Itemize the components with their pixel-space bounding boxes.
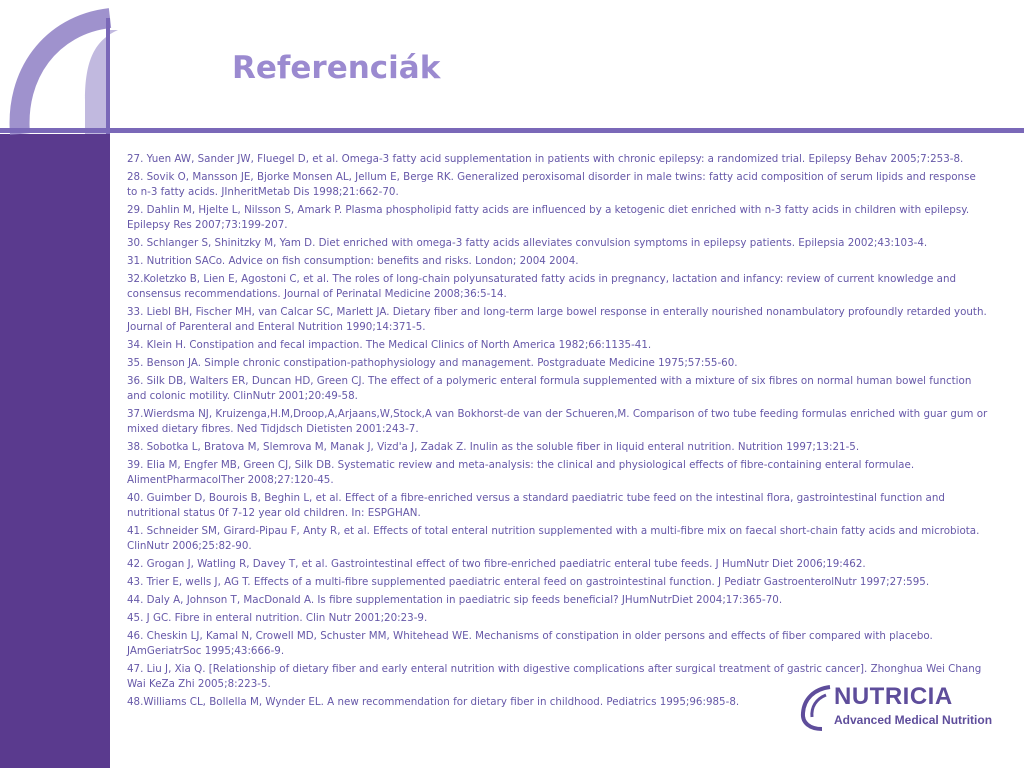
reference-item: 29. Dahlin M, Hjelte L, Nilsson S, Amark P. Plasma phospholipid fatty acids are influenced by a ketogenic diet enriched with n-3 fatty acids in children with epilepsy. Epilepsy Res 2007;73:199-207.	[127, 204, 970, 231]
reference-list	[127, 152, 989, 713]
reference-item: 36. Silk DB, Walters ER, Duncan HD, Green CJ. The effect of a polymeric enteral formula supplemented with a mixture of six fibres on normal human bowel function and colonic motility. ClinNutr 2001;20:49-58.	[127, 375, 972, 402]
reference-item: 45. J GC. Fibre in enteral nutrition. Clin Nutr 2001;20:23-9.	[127, 612, 428, 624]
reference-item: 40. Guimber D, Bourois B, Beghin L, et al. Effect of a fibre-enriched versus a standard paediatric tube feed on the intestinal flora, gastrointestinal function and nutritional status 0f 7-12 year old children. In: ESPGHAN.	[127, 492, 945, 519]
logo-tagline: Advanced Medical Nutrition	[834, 713, 993, 727]
reference-item: 38. Sobotka L, Bratova M, Slemrova M, Manak J, Vizd'a J, Zadak Z. Inulin as the soluble fiber in liquid enteral nutrition. Nutrition 1997;13:21-5.	[127, 441, 860, 453]
reference-item: 33. Liebl BH, Fischer MH, van Calcar SC, Marlett JA. Dietary fiber and long-term large bowel response in enterally nourished nonambulatory profoundly retarded youth. Journal of Parenteral and Enteral Nutrition 1990;14:371-5.	[127, 306, 987, 333]
reference-item: 42. Grogan J, Watling R, Davey T, et al. Gastrointestinal effect of two fibre-enriched paediatric enteral tube feeds. J HumNutr Diet 2006;19:462.	[127, 558, 866, 570]
reference-item: 27. Yuen AW, Sander JW, Fluegel D, et al. Omega-3 fatty acid supplementation in patients with chronic epilepsy: a randomized trial. Epilepsy Behav 2005;7:253-8.	[127, 153, 964, 165]
nutricia-logo	[800, 683, 993, 733]
slide-decoration	[0, 0, 1024, 140]
nutricia-mark-icon	[800, 685, 834, 731]
reference-item: 34. Klein H. Constipation and fecal impaction. The Medical Clinics of North America 1982;66:1135-41.	[127, 339, 652, 351]
reference-item: 41. Schneider SM, Girard-Pipau F, Anty R, et al. Effects of total enteral nutrition supplemented with a multi-fibre mix on faecal short-chain fatty acids and microbiota. ClinNutr 2006;25:82-90.	[127, 525, 980, 552]
reference-item: 28. Sovik O, Mansson JE, Bjorke Monsen AL, Jellum E, Berge RK. Generalized peroxisomal disorder in male twins: fatty acid composition of serum lipids and response to n-3 fatty acids. JInheritMetab Dis 1998;21:662-70.	[127, 171, 976, 198]
reference-item: 48.Williams CL, Bollella M, Wynder EL. A new recommendation for dietary fiber in childhood. Pediatrics 1995;96:985-8.	[127, 696, 740, 708]
reference-item: 35. Benson JA. Simple chronic constipation-pathophysiology and management. Postgraduate Medicine 1975;57:55-60.	[127, 357, 738, 369]
page-title: Referenciák	[232, 50, 441, 86]
reference-item: 32.Koletzko B, Lien E, Agostoni C, et al. The roles of long-chain polyunsaturated fatty acids in pregnancy, lactation and infancy: review of current knowledge and consensus recommendations. Journal of Perinatal Medicine 2008;36:5-14.	[127, 273, 957, 300]
reference-item: 47. Liu J, Xia Q. [Relationship of dietary fiber and early enteral nutrition with digestive complications after surgical treatment of gastric cancer]. Zhonghua Wei Chang Wai KeZa Zhi 2005;8:223-5.	[127, 663, 982, 690]
reference-item: 44. Daly A, Johnson T, MacDonald A. Is fibre supplementation in paediatric sip feeds beneficial? JHumNutrDiet 2004;17:365-70.	[127, 594, 783, 606]
reference-item: 39. Elia M, Engfer MB, Green CJ, Silk DB. Systematic review and meta-analysis: the clinical and physiological effects of fibre-containing enteral formulae. AlimentPharmacolTher 2008;27:120-45.	[127, 459, 915, 486]
reference-item: 30. Schlanger S, Shinitzky M, Yam D. Diet enriched with omega-3 fatty acids alleviates convulsion symptoms in epilepsy patients. Epilepsia 2002;43:103-4.	[127, 237, 928, 249]
reference-item: 46. Cheskin LJ, Kamal N, Crowell MD, Schuster MM, Whitehead WE. Mechanisms of constipation in older persons and effects of fiber compared with placebo. JAmGeriatrSoc 1995;43:666-9.	[127, 630, 933, 657]
reference-item: 37.Wierdsma NJ, Kruizenga,H.M,Droop,A,Arjaans,W,Stock,A van Bokhorst-de van der Schueren,M. Comparison of two tube feeding formulas enriched with guar gum or mixed dietary fibres. Ned Tidjdsch Dietisten 2001:243-7.	[127, 408, 988, 435]
reference-item: 43. Trier E, wells J, AG T. Effects of a multi-fibre supplemented paediatric enteral feed on gastrointestinal function. J Pediatr GastroenterolNutr 1997;27:595.	[127, 576, 930, 588]
left-band	[0, 134, 110, 768]
reference-item: 31. Nutrition SACo. Advice on fish consumption: benefits and risks. London; 2004 2004.	[127, 255, 579, 267]
logo-brand: NUTRICIA	[834, 683, 953, 710]
